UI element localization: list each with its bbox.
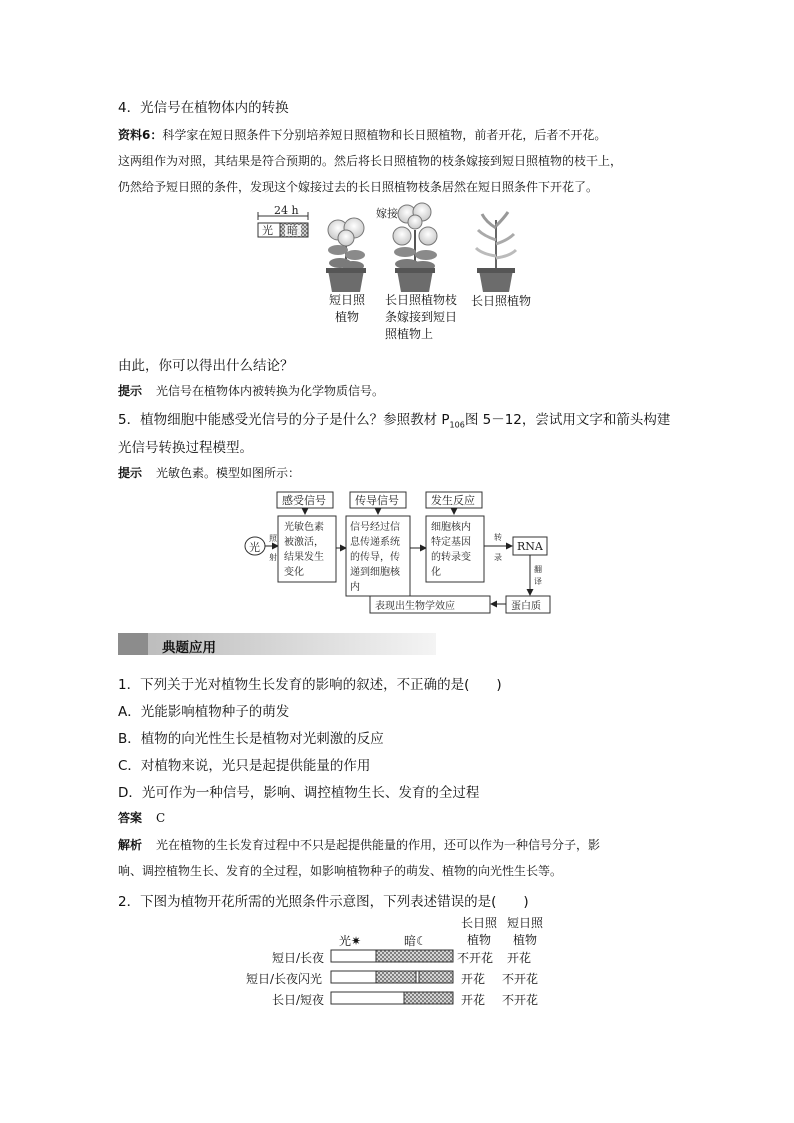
transcribe-char: 录 (494, 553, 502, 562)
section5-heading (118, 408, 670, 430)
analysis-label: 解析 (118, 838, 143, 852)
col-short-line: 短日照 (507, 916, 544, 930)
material-label: 资料6： (118, 128, 163, 142)
row2-short-result: 不开花 (502, 972, 539, 986)
translate-char: 译 (534, 577, 542, 586)
q2-stem: 2．下图为植物开花所需的光照条件示意图，下列表述错误的是( ) (118, 894, 529, 910)
irradiate-char: 射 (269, 553, 277, 562)
box1-line: 光敏色素 (284, 522, 324, 533)
period-label: 24 h (274, 204, 299, 217)
col-long-line: 植物 (467, 933, 492, 947)
section5-hint (118, 464, 300, 481)
q1-analysis-line2: 响、调控植物生长、发育的全过程，如影响植物种子的萌发、植物的向光性生长等。 (118, 864, 563, 878)
stage1-label: 感受信号 (282, 494, 326, 507)
q1-stem: 1．下列关于光对植物生长发育的影响的叙述，不正确的是( ) (118, 677, 502, 693)
photoperiod-bars (330, 948, 454, 1010)
row-label: 短日/长夜闪光 (246, 972, 323, 986)
q2-light-label (339, 932, 361, 949)
row1-long-result: 不开花 (457, 951, 494, 965)
col-short-line: 植物 (513, 933, 538, 947)
q1-answer (118, 809, 165, 826)
box1-line: 变化 (284, 567, 304, 578)
protein-label: 蛋白质 (511, 601, 541, 612)
plant2-caption-line: 条嫁接到短日 (385, 310, 458, 324)
section-banner (118, 633, 436, 655)
q1-option-d: D．光可作为一种信号，影响、调控植物生长、发育的全过程 (118, 785, 480, 801)
long-day-plant (476, 212, 516, 292)
box1-line: 结果发生 (284, 552, 324, 563)
box3-line: 化 (431, 567, 441, 578)
translate-char: 翻 (534, 565, 542, 574)
analysis-line1: 光在植物的生长发育过程中不只是起提供能量的作用，还可以作为一种信号分子，影 (156, 838, 601, 852)
grafted-plant (393, 203, 437, 292)
moon-icon: ☾ (416, 934, 427, 948)
plant1-caption (329, 292, 365, 326)
sun-icon: ✷ (351, 934, 362, 948)
row2-long-result: 开花 (461, 972, 486, 986)
section4-hint (118, 382, 384, 399)
plant2-caption-line: 照植物上 (385, 327, 434, 341)
q1-option-a: A．光能影响植物种子的萌发 (118, 704, 290, 720)
plant2-caption-line: 长日照植物枝 (385, 293, 458, 307)
banner-title: 典题应用 (162, 640, 216, 656)
answer-value: C (156, 811, 166, 825)
hint-label: 提示 (118, 466, 143, 480)
light-flash (416, 971, 419, 983)
q1-option-c: C．对植物来说，光只是起提供能量的作用 (118, 758, 371, 774)
row3-long-result: 开花 (461, 993, 486, 1007)
light-label: 光 (262, 224, 273, 237)
box3-line: 的转录变 (431, 552, 471, 563)
hint-text: 光敏色素。模型如图所示： (156, 466, 301, 480)
light-text: 光 (339, 934, 352, 948)
material-paragraph (118, 126, 606, 143)
plant2-caption (385, 292, 457, 343)
row1-short-result: 开花 (507, 951, 532, 965)
material-line1: 科学家在短日照条件下分别培养短日照植物和长日照植物，前者开花，后者不开花。 (162, 128, 607, 142)
hint-label: 提示 (118, 384, 143, 398)
box2-line: 内 (350, 582, 360, 593)
box2-line: 信号经过信 (350, 522, 400, 533)
section4-question: 由此，你可以得出什么结论？ (118, 358, 294, 374)
page-subscript: 106 (449, 420, 465, 430)
box1-line: 被激活， (284, 537, 324, 548)
row-label: 长日/短夜 (272, 993, 325, 1007)
stage2-label: 传导信号 (355, 494, 399, 507)
col-short-day (507, 915, 543, 949)
rna-label: RNA (517, 540, 543, 553)
q1-analysis (118, 836, 600, 853)
row3-short-result: 不开花 (502, 993, 539, 1007)
q1-option-b: B．植物的向光性生长是植物对光刺激的反应 (118, 731, 384, 747)
plant1-caption-line: 短日照 (329, 293, 366, 307)
dark-text: 暗 (404, 934, 417, 948)
material-line3: 仍然给予短日照的条件，发现这个嫁接过去的长日照植物枝条居然在短日照条件下开花了。 (118, 180, 599, 194)
box2-line: 的传导，传 (350, 552, 400, 563)
q2-dark-label (404, 932, 427, 949)
section5-heading-part: 5．植物细胞中能感受光信号的分子是什么？参照教材 P (118, 412, 450, 428)
section4-heading: 4．光信号在植物体内的转换 (118, 100, 289, 116)
section5-heading-line2: 光信号转换过程模型。 (118, 440, 253, 456)
col-long-line: 长日照 (461, 916, 498, 930)
signal-transduction-diagram (240, 488, 560, 616)
row-label: 短日/长夜 (272, 951, 325, 965)
box2-line: 息传递系统 (350, 537, 400, 548)
transcribe-char: 转 (494, 533, 502, 542)
stage3-label: 发生反应 (431, 494, 475, 507)
section5-heading-part: 图 5－12，尝试用文字和箭头构建 (464, 412, 671, 428)
plant3-caption: 长日照植物 (471, 294, 532, 308)
plant1-caption-line: 植物 (335, 310, 360, 324)
hint-text: 光信号在植物体内被转换为化学物质信号。 (156, 384, 385, 398)
dark-label: 暗 (287, 224, 298, 237)
col-long-day (461, 915, 497, 949)
box3-line: 细胞核内 (431, 522, 471, 533)
dark-period (404, 992, 453, 1004)
material-line2: 这两组作为对照，其结果是符合预期的。然后将长日照植物的枝条嫁接到短日照植物的枝干上， (118, 154, 623, 168)
box3-line: 特定基因 (431, 537, 471, 548)
answer-label: 答案 (118, 811, 143, 825)
box2-line: 递到细胞核 (350, 567, 400, 578)
graft-label: 嫁接 (376, 207, 398, 220)
dark-period (376, 971, 453, 983)
light-node-label: 光 (249, 541, 260, 554)
effect-label: 表现出生物学效应 (375, 601, 455, 612)
irradiate-char: 照 (269, 534, 277, 543)
dark-period (376, 950, 453, 962)
short-day-plant (326, 218, 366, 292)
